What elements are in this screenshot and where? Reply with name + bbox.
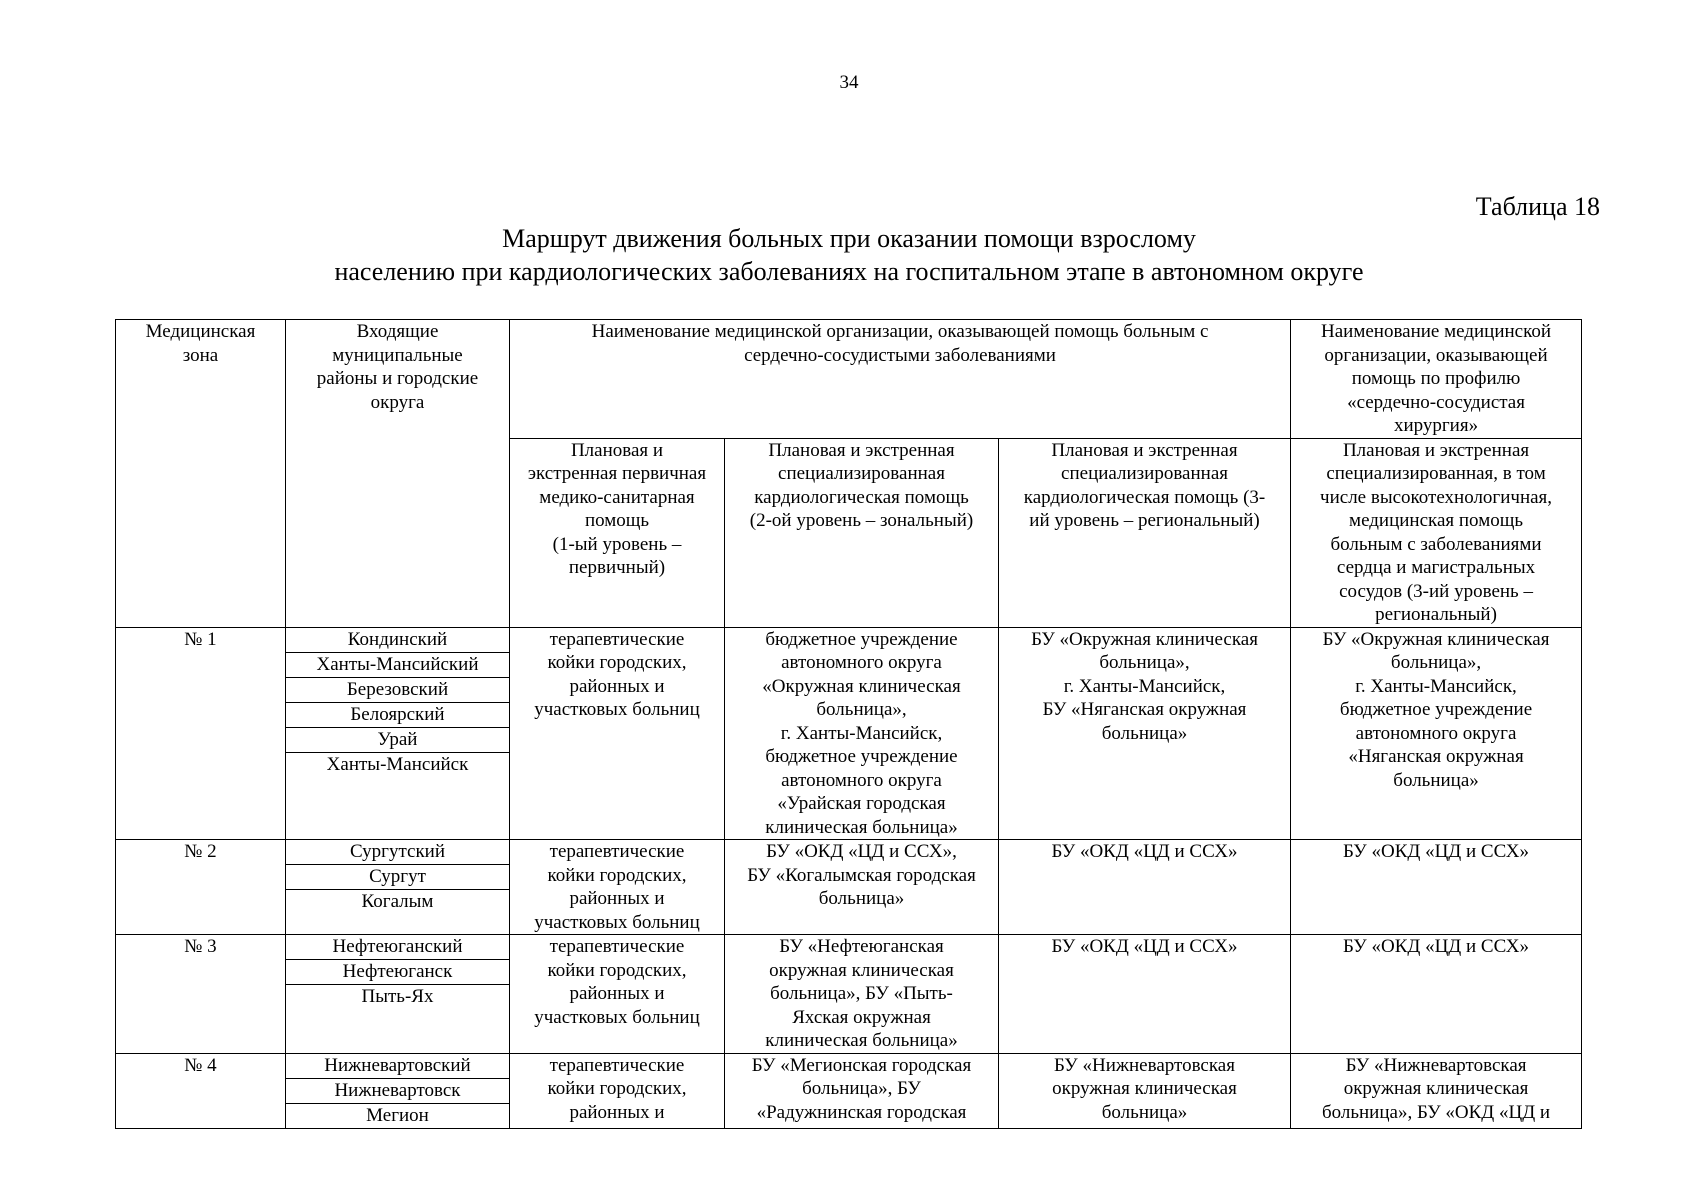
district-item: Нефтеюганск <box>286 960 509 985</box>
level-1-cell: терапевтические койки городских, районных и участковых больниц <box>510 840 725 935</box>
zone-cell: № 3 <box>116 935 286 1054</box>
table-title <box>0 222 1698 288</box>
district-item: Сургут <box>286 865 509 890</box>
districts-cell <box>286 1053 510 1128</box>
district-item: Ханты-Мансийск <box>326 753 469 775</box>
district-item: Нижневартовск <box>286 1079 509 1104</box>
page-number: 34 <box>839 72 859 93</box>
header-surgery-org: Наименование медицинской организации, оказывающей помощь по профилю «сердечно-сосудистая хирургия» <box>1291 320 1582 439</box>
zone-cell: № 4 <box>116 1053 286 1128</box>
district-item: Ханты-Мансийский <box>286 653 509 678</box>
level-1-cell: терапевтические койки городских, районных и участковых больниц <box>510 935 725 1054</box>
level-3-cell: БУ «ОКД «ЦД и ССХ» <box>999 935 1291 1054</box>
district-item: Белоярский <box>286 703 509 728</box>
level-3-cell: БУ «Нижневартовская окружная клиническая больница» <box>999 1053 1291 1128</box>
surgery-cell: БУ «Нижневартовская окружная клиническая больница», БУ «ОКД «ЦД и <box>1291 1053 1582 1128</box>
district-item: Кондинский <box>286 628 509 653</box>
districts-cell <box>286 840 510 935</box>
districts-cell <box>286 627 510 840</box>
table-title-line-1: Маршрут движения больных при оказании помощи взрослому <box>502 224 1196 253</box>
table-label: Таблица 18 <box>1475 192 1600 221</box>
table-title-line-2: населению при кардиологических заболеваниях на госпитальном этапе в автономном округе <box>334 257 1364 286</box>
header-districts: Входящие муниципальные районы и городские округа <box>286 320 510 628</box>
header-org-group: Наименование медицинской организации, оказывающей помощь больным с сердечно-сосудистыми заболеваниями <box>510 320 1291 439</box>
surgery-cell: БУ «ОКД «ЦД и ССХ» <box>1291 935 1582 1054</box>
level-2-cell: БУ «Мегионская городская больница», БУ «Радужнинская городская <box>725 1053 999 1128</box>
table-row <box>116 840 1582 935</box>
table-row <box>116 1053 1582 1128</box>
zone-cell: № 1 <box>116 627 286 840</box>
level-1-cell: терапевтические койки городских, районных и <box>510 1053 725 1128</box>
district-item: Пыть-Ях <box>361 986 434 1007</box>
table-row <box>116 935 1582 1054</box>
district-item: Мегион <box>366 1104 429 1126</box>
level-2-cell: бюджетное учреждение автономного округа «Окружная клиническая больница», г. Ханты-Мансийск, бюджетное учреждение автономного округа «Урайская городская клиническая больница» <box>725 627 999 840</box>
header-zone: Медицинская зона <box>116 320 286 628</box>
level-3-cell: БУ «Окружная клиническая больница», г. Ханты-Мансийск, БУ «Няганская окружная больница» <box>999 627 1291 840</box>
level-2-cell: БУ «ОКД «ЦД и ССХ», БУ «Когалымская городская больница» <box>725 840 999 935</box>
district-item: Нижневартовский <box>286 1054 509 1079</box>
district-item: Березовский <box>286 678 509 703</box>
level-2-cell: БУ «Нефтеюганская окружная клиническая больница», БУ «Пыть- Яхская окружная клиническая больница» <box>725 935 999 1054</box>
header-level-2: Плановая и экстренная специализированная кардиологическая помощь (2-ой уровень – зональный) <box>725 438 999 627</box>
level-3-cell: БУ «ОКД «ЦД и ССХ» <box>999 840 1291 935</box>
header-level-1: Плановая и экстренная первичная медико-санитарная помощь (1-ый уровень – первичный) <box>510 438 725 627</box>
surgery-cell: БУ «ОКД «ЦД и ССХ» <box>1291 840 1582 935</box>
district-item: Нефтеюганский <box>286 935 509 960</box>
header-row-1 <box>116 320 1582 439</box>
routing-table <box>115 319 1582 1129</box>
header-level-3: Плановая и экстренная специализированная кардиологическая помощь (3- ий уровень – региональный) <box>999 438 1291 627</box>
table-row <box>116 627 1582 840</box>
level-1-cell: терапевтические койки городских, районных и участковых больниц <box>510 627 725 840</box>
zone-cell: № 2 <box>116 840 286 935</box>
header-level-surgery: Плановая и экстренная специализированная, в том числе высокотехнологичная, медицинская помощь больным с заболеваниями сердца и магистральных сосудов (3-ий уровень – региональный) <box>1291 438 1582 627</box>
district-item: Сургутский <box>286 840 509 865</box>
district-item: Когалым <box>361 891 434 912</box>
surgery-cell: БУ «Окружная клиническая больница», г. Ханты-Мансийск, бюджетное учреждение автономного округа «Няганская окружная больница» <box>1291 627 1582 840</box>
districts-cell <box>286 935 510 1054</box>
district-item: Урай <box>286 728 509 753</box>
